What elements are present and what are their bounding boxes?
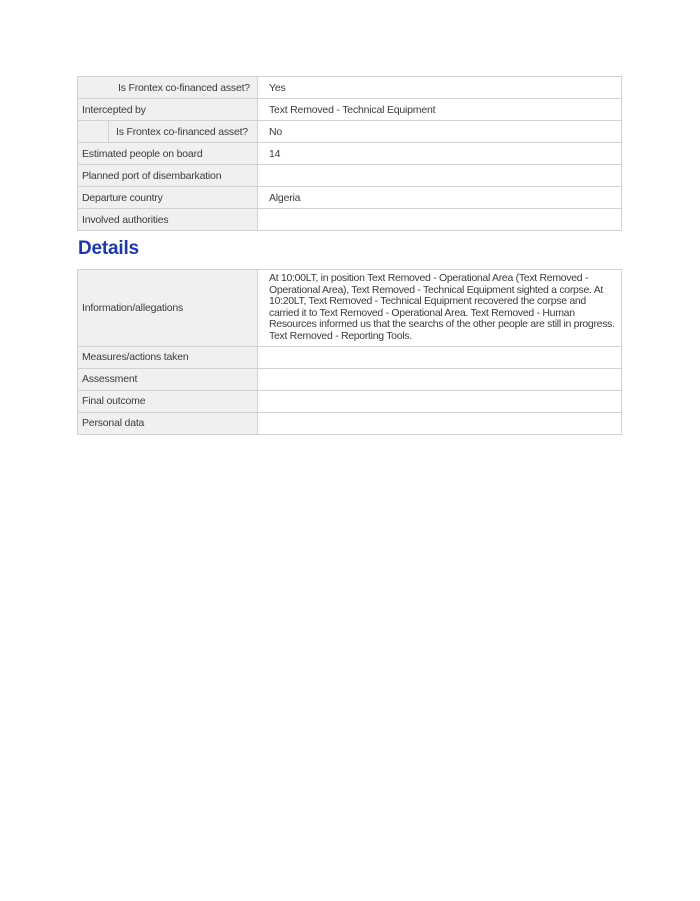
field-value-departure-country: Algeria bbox=[258, 187, 622, 209]
field-label-intercepted-by: Intercepted by bbox=[78, 99, 258, 121]
field-value-frontex-cofinanced-1: Yes bbox=[258, 77, 622, 99]
field-label-departure-country: Departure country bbox=[78, 187, 258, 209]
table-row bbox=[78, 209, 622, 231]
details-section-heading: Details bbox=[78, 238, 139, 259]
field-value-final-outcome bbox=[258, 390, 622, 412]
table-row bbox=[78, 165, 622, 187]
table-row bbox=[78, 368, 622, 390]
field-label-information-allegations: Information/allegations bbox=[78, 270, 258, 347]
table-row bbox=[78, 187, 622, 209]
field-value-frontex-cofinanced-2: No bbox=[258, 121, 622, 143]
table-row bbox=[78, 143, 622, 165]
table-row bbox=[78, 77, 622, 99]
field-label-planned-port: Planned port of disembarkation bbox=[78, 165, 258, 187]
indent-spacer-cell bbox=[78, 121, 109, 143]
details-table bbox=[77, 269, 622, 435]
field-label-assessment: Assessment bbox=[78, 368, 258, 390]
field-value-intercepted-by: Text Removed - Technical Equipment bbox=[258, 99, 622, 121]
field-value-information-allegations: At 10:00LT, in position Text Removed - Operational Area (Text Removed - Operational Area), Text Removed - Technical Equipment sighted a corpse. At 10:20LT, Text Removed - Technical Equipment recovered the corpse and carried it to Text Removed - Operational Area. Text Removed - Human Resources informed us that the searchs of the other people are still in progress. Text Removed - Reporting Tools. bbox=[258, 270, 622, 347]
incident-summary-table bbox=[77, 76, 622, 231]
table-row bbox=[78, 99, 622, 121]
field-value-estimated-people: 14 bbox=[258, 143, 622, 165]
field-label-frontex-cofinanced-1: Is Frontex co-financed asset? bbox=[78, 77, 258, 99]
field-value-planned-port bbox=[258, 165, 622, 187]
field-label-estimated-people: Estimated people on board bbox=[78, 143, 258, 165]
field-value-measures-actions bbox=[258, 346, 622, 368]
table-row bbox=[78, 412, 622, 434]
field-label-frontex-cofinanced-2: Is Frontex co-financed asset? bbox=[109, 121, 258, 143]
table-row bbox=[78, 270, 622, 347]
field-label-final-outcome: Final outcome bbox=[78, 390, 258, 412]
field-label-involved-authorities: Involved authorities bbox=[78, 209, 258, 231]
report-page bbox=[77, 76, 622, 435]
field-value-personal-data bbox=[258, 412, 622, 434]
field-label-personal-data: Personal data bbox=[78, 412, 258, 434]
table-row bbox=[78, 121, 622, 143]
field-value-involved-authorities bbox=[258, 209, 622, 231]
field-label-measures-actions: Measures/actions taken bbox=[78, 346, 258, 368]
table-row bbox=[78, 390, 622, 412]
table-row bbox=[78, 346, 622, 368]
field-value-assessment bbox=[258, 368, 622, 390]
